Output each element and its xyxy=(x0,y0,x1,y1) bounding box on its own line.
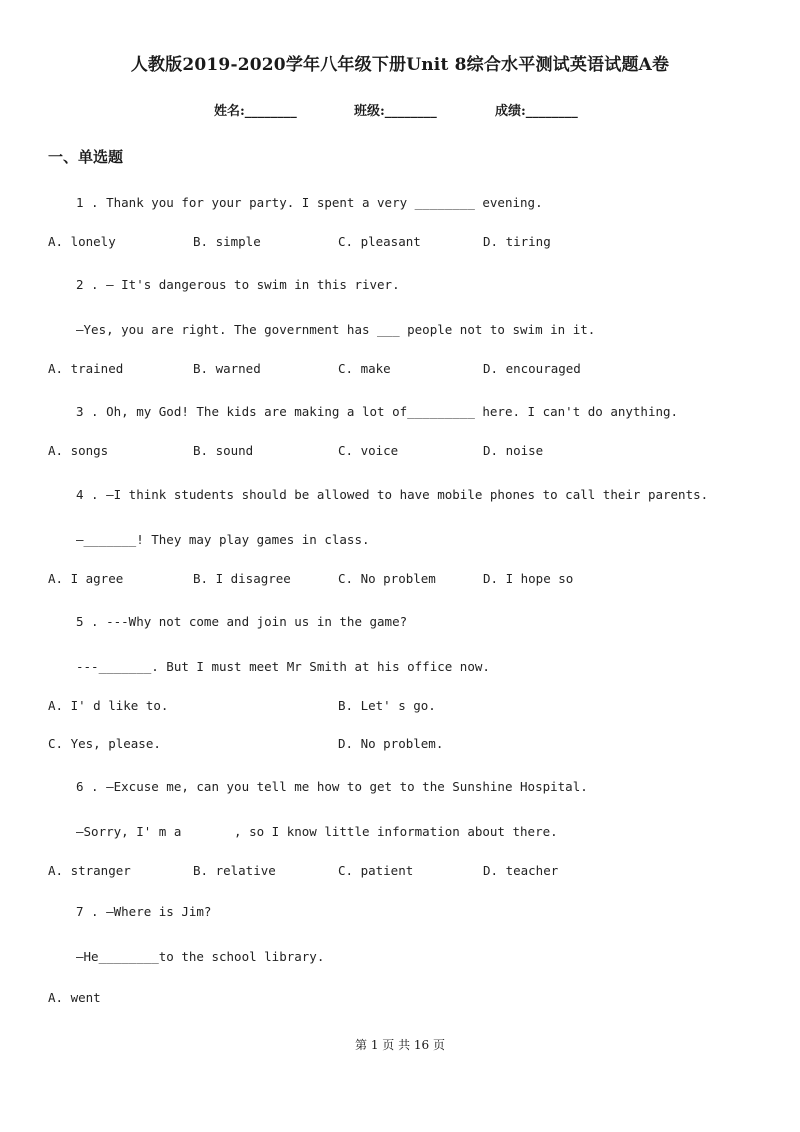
q6-option-d: D. teacher xyxy=(483,863,559,878)
score-field: 成绩:________ xyxy=(495,104,578,119)
q3-option-c: C. voice xyxy=(338,443,399,458)
q3-option-d: D. noise xyxy=(483,443,544,458)
document-title: 人教版2019-2020学年八年级下册Unit 8综合水平测试英语试题A卷 xyxy=(130,55,670,75)
name-field: 姓名:________ xyxy=(214,104,297,119)
q2-option-b: B. warned xyxy=(193,361,261,376)
q5-option-d: D. No problem. xyxy=(338,736,444,751)
q2-option-a: A. trained xyxy=(48,361,124,376)
q2-option-c: C. make xyxy=(338,361,391,376)
q5-option-c: C. Yes, please. xyxy=(48,736,161,751)
q1-option-a: A. lonely xyxy=(48,234,116,249)
question-4-stem: 4 . —I think students should be allowed to have mobile phones to call their parents. xyxy=(76,487,709,502)
q4-option-d: D. I hope so xyxy=(483,571,574,586)
section-heading: 一、单选题 xyxy=(48,148,124,166)
question-4-reply: —_______! They may play games in class. xyxy=(76,532,370,547)
q4-option-a: A. I agree xyxy=(48,571,124,586)
q5-option-a: A. I' d like to. xyxy=(48,698,169,713)
question-7-stem: 7 . —Where is Jim? xyxy=(76,904,212,919)
q6-option-c: C. patient xyxy=(338,863,414,878)
q7-option-a: A. went xyxy=(48,990,101,1005)
q5-option-b: B. Let' s go. xyxy=(338,698,436,713)
q1-option-b: B. simple xyxy=(193,234,261,249)
question-7-reply: —He________to the school library. xyxy=(76,949,325,964)
q3-option-a: A. songs xyxy=(48,443,109,458)
q6-option-a: A. stranger xyxy=(48,863,131,878)
question-1-stem: 1 . Thank you for your party. I spent a very ________ evening. xyxy=(76,195,543,210)
class-field: 班级:________ xyxy=(354,104,437,119)
question-2-stem: 2 . — It's dangerous to swim in this river. xyxy=(76,277,400,292)
q4-option-c: C. No problem xyxy=(338,571,436,586)
q1-option-c: C. pleasant xyxy=(338,234,421,249)
question-6-stem: 6 . —Excuse me, can you tell me how to get to the Sunshine Hospital. xyxy=(76,779,588,794)
question-3-stem: 3 . Oh, my God! The kids are making a lot of_________ here. I can't do anything. xyxy=(76,404,679,419)
question-2-reply: —Yes, you are right. The government has ___ people not to swim in it. xyxy=(76,322,596,337)
question-5-reply: ---_______. But I must meet Mr Smith at his office now. xyxy=(76,659,490,674)
question-6-reply: —Sorry, I' m a , so I know little information about there. xyxy=(76,824,558,839)
q2-option-d: D. encouraged xyxy=(483,361,581,376)
q3-option-b: B. sound xyxy=(193,443,254,458)
q6-option-b: B. relative xyxy=(193,863,276,878)
q1-option-d: D. tiring xyxy=(483,234,551,249)
page-footer: 第 1 页 共 16 页 xyxy=(355,1038,445,1052)
q4-option-b: B. I disagree xyxy=(193,571,291,586)
question-5-stem: 5 . ---Why not come and join us in the game? xyxy=(76,614,408,629)
